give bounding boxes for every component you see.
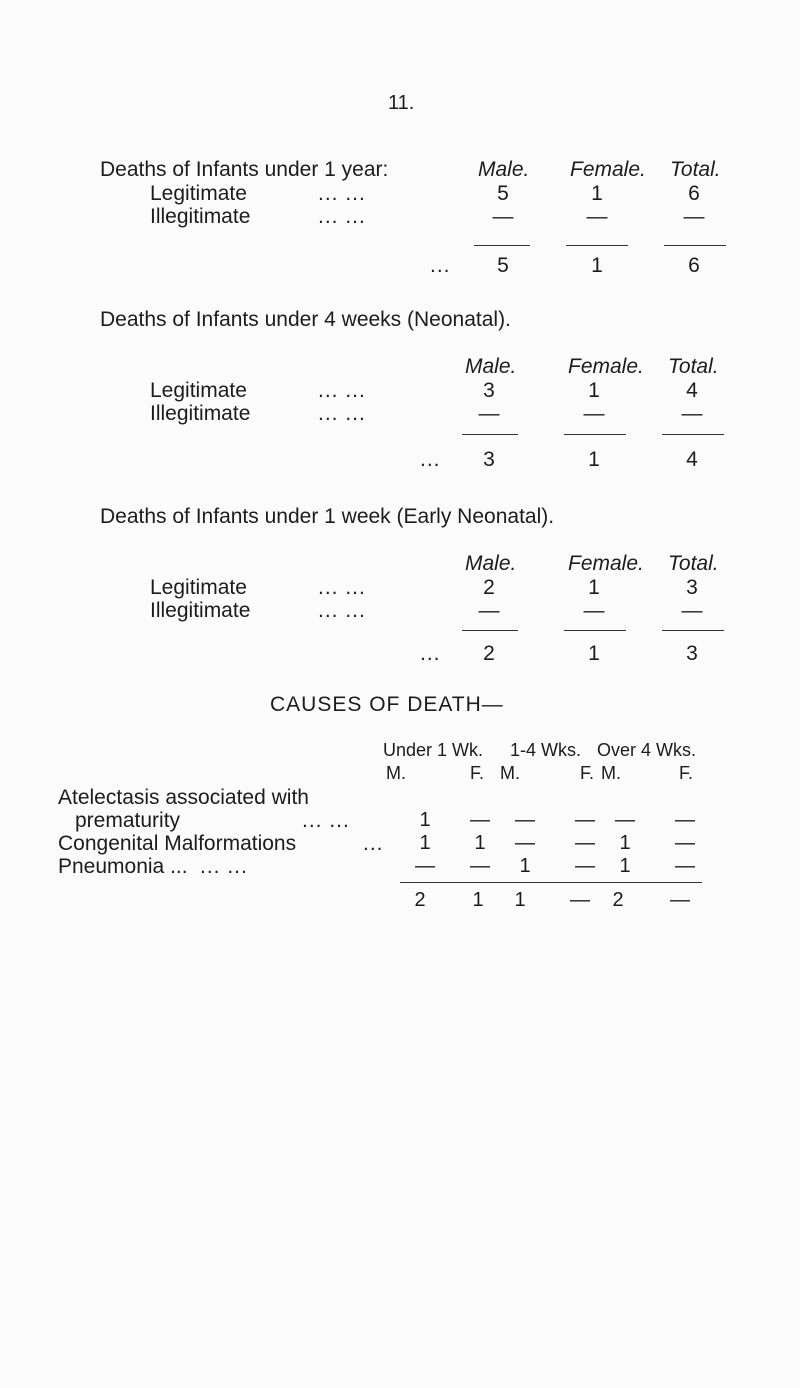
cause-value: — (575, 832, 595, 854)
group-header-under-1-wk: Under 1 Wk. (383, 740, 484, 760)
value-male: — (492, 205, 514, 228)
cause-total: — (670, 889, 690, 911)
cause-value: 1 (419, 809, 431, 831)
leader-dots: ... (420, 642, 441, 665)
cause-value: — (415, 855, 435, 877)
value-male: 3 (483, 379, 495, 402)
leader-dots: ... ... (318, 205, 366, 228)
value-female: — (583, 402, 605, 425)
sub-header-m: M. (601, 763, 621, 783)
causes-total-rule (400, 882, 702, 883)
cause-label-congenital-malformations: Congenital Malformations (58, 832, 297, 855)
value-male: — (478, 599, 500, 622)
total-female: 1 (591, 254, 603, 277)
cause-value: 1 (419, 832, 431, 854)
leader-dots: ... (420, 448, 441, 471)
sub-header-f: F. (679, 763, 694, 783)
cause-value: — (470, 809, 490, 831)
section-heading: Deaths of Infants under 1 year: (100, 158, 389, 181)
value-female: 1 (588, 576, 600, 599)
value-total: — (681, 402, 703, 425)
cause-value: — (575, 855, 595, 877)
leader-dots: ... ... (200, 855, 248, 878)
cause-value: 1 (619, 855, 631, 877)
cause-value: — (675, 832, 695, 854)
value-female: 1 (591, 182, 603, 205)
total-rule (662, 434, 724, 435)
row-label-legitimate: Legitimate (150, 576, 247, 599)
column-header-total: Total. (670, 158, 721, 181)
total-rule (564, 434, 626, 435)
cause-value: — (515, 809, 535, 831)
row-label-illegitimate: Illegitimate (150, 599, 251, 622)
total-total: 6 (688, 254, 700, 277)
row-label-legitimate: Legitimate (150, 379, 247, 402)
total-female: 1 (588, 448, 600, 471)
value-total: — (683, 205, 705, 228)
column-header-female: Female. (568, 355, 644, 378)
sub-header-f: F. (470, 763, 485, 783)
column-header-male: Male. (465, 552, 517, 575)
cause-value: 1 (619, 832, 631, 854)
sub-header-m: M. (500, 763, 520, 783)
value-total: 3 (686, 576, 698, 599)
cause-total: 1 (472, 889, 484, 911)
group-header-1-4-wks: 1-4 Wks. (510, 740, 582, 760)
cause-value: — (470, 855, 490, 877)
cause-value: — (515, 832, 535, 854)
total-rule (662, 630, 724, 631)
total-total: 4 (686, 448, 698, 471)
cause-total: — (570, 889, 590, 911)
total-rule (664, 245, 726, 246)
column-header-female: Female. (568, 552, 644, 575)
column-header-male: Male. (465, 355, 517, 378)
value-total: 6 (688, 182, 700, 205)
cause-value: — (675, 809, 695, 831)
total-rule (462, 434, 518, 435)
total-male: 3 (483, 448, 495, 471)
section-heading: Deaths of Infants under 4 weeks (Neonatal). (100, 308, 511, 331)
cause-value: — (575, 809, 595, 831)
cause-total: 1 (514, 889, 526, 911)
value-female: — (586, 205, 608, 228)
column-header-total: Total. (668, 552, 719, 575)
causes-title: CAUSES OF DEATH— (270, 693, 504, 716)
cause-value: — (615, 809, 635, 831)
total-male: 5 (497, 254, 509, 277)
total-rule (564, 630, 626, 631)
total-total: 3 (686, 642, 698, 665)
value-male: 2 (483, 576, 495, 599)
cause-value: 1 (519, 855, 531, 877)
cause-total: 2 (612, 889, 624, 911)
total-male: 2 (483, 642, 495, 665)
leader-dots: ... (363, 832, 384, 855)
total-rule (474, 245, 530, 246)
cause-total: 2 (414, 889, 426, 911)
row-label-illegitimate: Illegitimate (150, 205, 251, 228)
sub-header-m: M. (386, 763, 406, 783)
value-total: — (681, 599, 703, 622)
value-male: 5 (497, 182, 509, 205)
value-male: — (478, 402, 500, 425)
section-heading: Deaths of Infants under 1 week (Early Neonatal). (100, 505, 555, 528)
leader-dots: ... ... (318, 599, 366, 622)
total-rule (462, 630, 518, 631)
cause-label-prematurity: prematurity (75, 809, 181, 832)
total-female: 1 (588, 642, 600, 665)
sub-header-f: F. (580, 763, 595, 783)
cause-label-pneumonia: Pneumonia ... (58, 855, 188, 878)
page-number: 11. (388, 92, 415, 114)
leader-dots: ... ... (318, 379, 366, 402)
cause-value: 1 (474, 832, 486, 854)
value-total: 4 (686, 379, 698, 402)
leader-dots: ... ... (318, 402, 366, 425)
leader-dots: ... ... (318, 576, 366, 599)
column-header-female: Female. (570, 158, 646, 181)
group-header-over-4-wks: Over 4 Wks. (597, 740, 697, 760)
value-female: 1 (588, 379, 600, 402)
row-label-legitimate: Legitimate (150, 182, 247, 205)
leader-dots: ... ... (318, 182, 366, 205)
row-label-illegitimate: Illegitimate (150, 402, 251, 425)
value-female: — (583, 599, 605, 622)
total-rule (566, 245, 628, 246)
column-header-male: Male. (478, 158, 530, 181)
cause-label-line1: Atelectasis associated with (58, 786, 309, 809)
column-header-total: Total. (668, 355, 719, 378)
leader-dots: ... ... (302, 809, 350, 832)
leader-dots: ... (430, 254, 451, 277)
cause-value: — (675, 855, 695, 877)
